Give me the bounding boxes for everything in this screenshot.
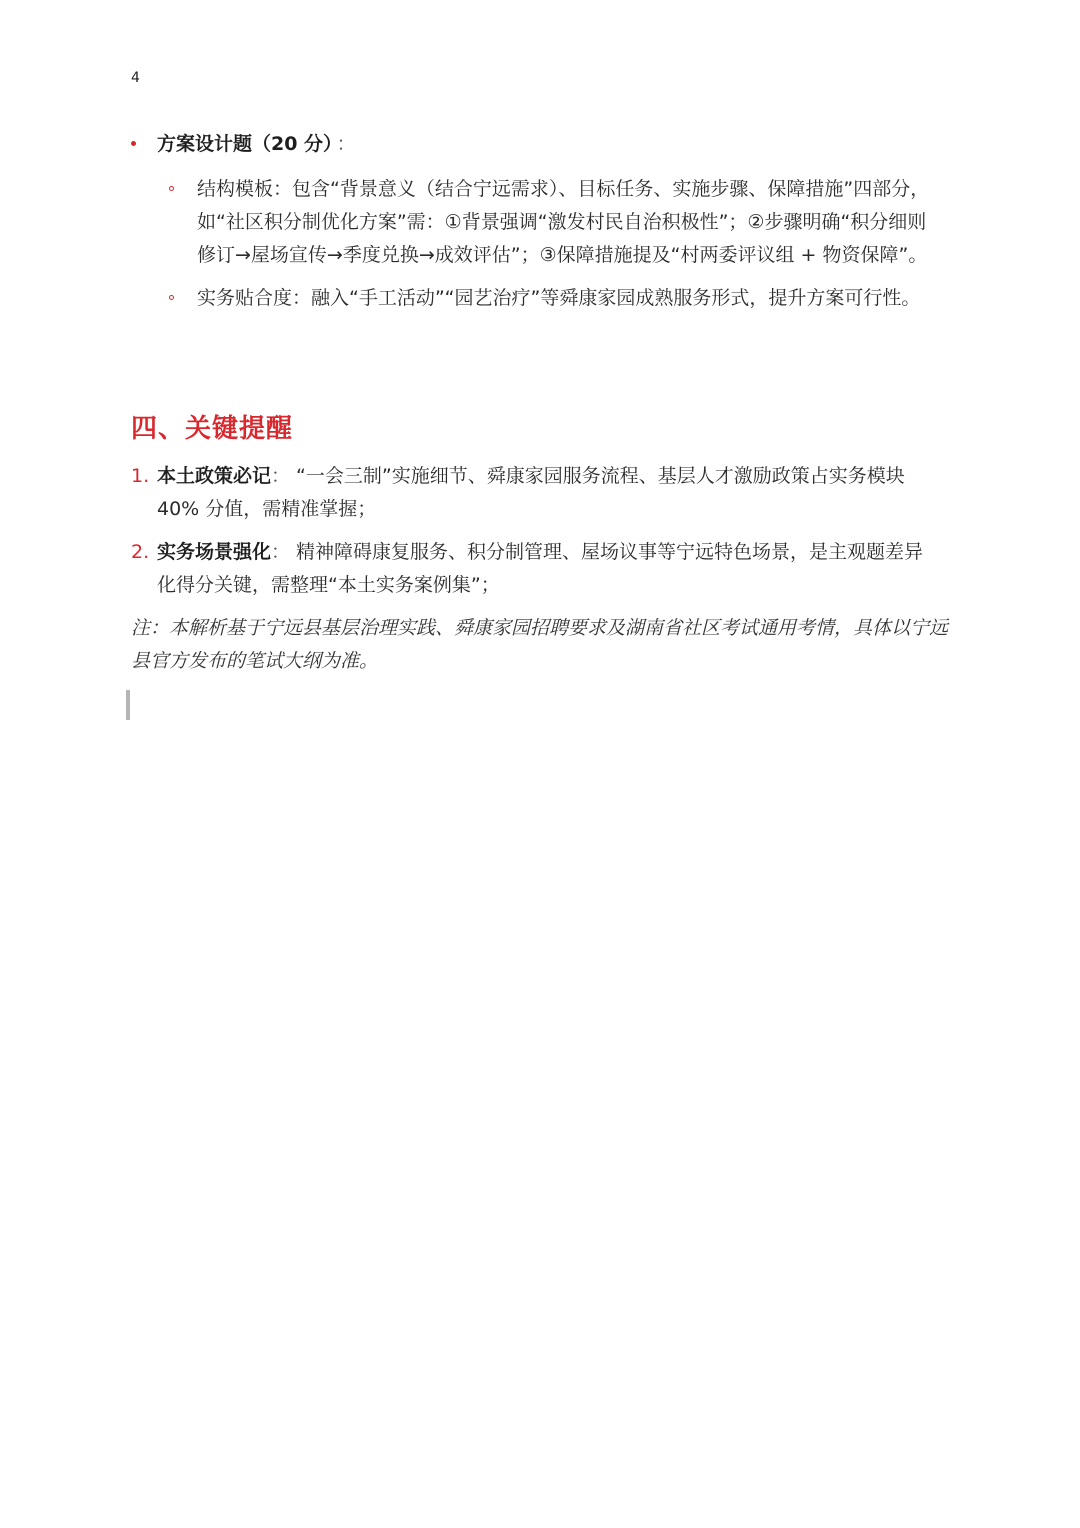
list-item-body bbox=[157, 536, 941, 602]
practice-fit-text: 实务贴合度：融入“手工活动”“园艺治疗”等舜康家园成熟服务形式，提升方案可行性。 bbox=[197, 287, 921, 309]
page-number: 4 bbox=[131, 70, 140, 86]
sub-list-item bbox=[172, 282, 942, 315]
item-colon: ： bbox=[271, 465, 291, 487]
bullet-dot-icon bbox=[131, 141, 136, 146]
text-cursor-bar bbox=[126, 690, 130, 720]
item-text: “一会三制”实施细节、舜康家园服务流程、基层人才激励政策占实务模块 40% 分值，需精准掌握； bbox=[157, 465, 905, 520]
plan-design-title-text: 方案设计题（20 分） bbox=[157, 133, 333, 155]
item-text: 精神障碍康复服务、积分制管理、屋场议事等宁远特色场景，是主观题差异化得分关键，需整理“本土实务案例集”； bbox=[157, 541, 924, 596]
list-number: 2. bbox=[131, 541, 150, 563]
footnote: 注：本解析基于宁远县基层治理实践、舜康家园招聘要求及湖南省社区考试通用考情，具体以宁远县官方发布的笔试大纲为准。 bbox=[131, 617, 949, 672]
item-colon: ： bbox=[271, 541, 291, 563]
key-reminders-list bbox=[131, 460, 941, 612]
section-heading-key-reminders: 四、关键提醒 bbox=[131, 414, 294, 444]
title-colon: ： bbox=[336, 133, 356, 155]
structure-template-text: 结构模板：包含“背景意义（结合宁远需求）、目标任务、实施步骤、保障措施”四部分，如“社区积分制优化方案”需：①背景强调“激发村民自治积极性”；②步骤明确“积分细则修订→屋场宣传→季度兑换→成效评估”；③保障措施提及“村两委评议组 + 物资保障”。 bbox=[197, 178, 930, 266]
hollow-circle-bullet-icon bbox=[169, 295, 174, 300]
item-label: 本土政策必记 bbox=[157, 465, 272, 487]
ordered-list-item bbox=[131, 536, 941, 602]
sub-list-item bbox=[172, 173, 942, 272]
list-number: 1. bbox=[131, 465, 150, 487]
ordered-list-item bbox=[131, 460, 941, 526]
plan-design-title bbox=[157, 130, 356, 158]
plan-design-sub-list bbox=[172, 173, 942, 325]
item-label: 实务场景强化 bbox=[157, 541, 272, 563]
hollow-circle-bullet-icon bbox=[169, 186, 174, 191]
list-item-body bbox=[157, 460, 941, 526]
